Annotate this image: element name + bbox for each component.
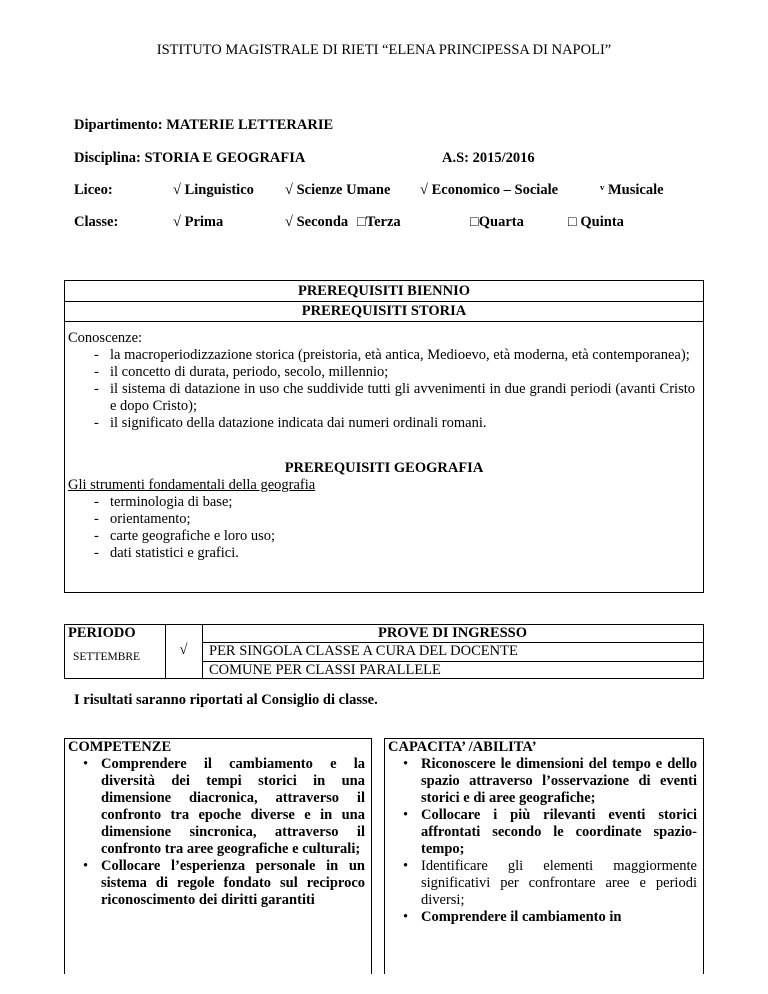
classe-option-seconda[interactable]: √ Seconda <box>285 214 349 230</box>
list-item: - carte geografiche e loro uso; <box>68 528 695 545</box>
list-item: • Collocare i più rilevanti eventi storici affrontati secondo le coordinate spazio-tempo; <box>385 807 697 858</box>
list-item: - il sistema di datazione in uso che suddivide tutti gli avvenimenti in due grandi periodi (avanti Cristo e dopo Cristo); <box>68 381 695 415</box>
list-item: - il significato della datazione indicata dai numeri ordinali romani. <box>68 415 695 432</box>
list-item: • Identificare gli elementi maggiormente significativi per confrontare aree e periodi diversi; <box>385 858 697 909</box>
list-item: - orientamento; <box>68 511 695 528</box>
list-item: - il concetto di durata, periodo, secolo, millennio; <box>68 364 695 381</box>
prerequisites-box <box>64 280 704 593</box>
capacita-list <box>385 756 697 926</box>
capacita-column <box>384 738 704 974</box>
check-mark: √ <box>179 642 188 658</box>
results-note: I risultati saranno riportati al Consiglio di classe. <box>74 692 378 708</box>
list-item: • Riconoscere le dimensioni del tempo e dello spazio attraverso l’osservazione di eventi storici e di aree geografiche; <box>385 756 697 807</box>
department: Dipartimento: MATERIE LETTERARIE <box>74 117 334 133</box>
list-item: - la macroperiodizzazione storica (preistoria, età antica, Medioevo, età moderna, età contemporanea); <box>68 347 695 364</box>
list-item: • Comprendere il cambiamento e la diversità dei tempi storici in una dimensione diacronica, attraverso il confronto tra epoche diverse e in una dimensione sincronica, attraverso il confronto tra aree geografiche e culturali; <box>65 756 365 858</box>
list-item: • Collocare l’esperienza personale in un sistema di regole fondato sul reciproco riconoscimento dei diritti garantiti <box>65 858 365 909</box>
classe-option-prima[interactable]: √ Prima <box>173 214 224 230</box>
liceo-option-scienze-umane[interactable]: √ Scienze Umane <box>285 182 391 198</box>
prereq-title-geografia: PREREQUISITI GEOGRAFIA <box>284 460 484 476</box>
liceo-label: Liceo: <box>74 182 113 198</box>
geo-subtitle: Gli strumenti fondamentali della geografia <box>68 477 316 493</box>
competenze-header: COMPETENZE <box>68 739 172 755</box>
classe-option-quinta[interactable]: □ Quinta <box>568 214 624 230</box>
knowledge-label: Conoscenze: <box>68 330 143 346</box>
entry-tests-title: PROVE DI INGRESSO <box>377 625 528 641</box>
liceo-option-economico-sociale[interactable]: √ Economico – Sociale <box>420 182 559 198</box>
list-item: - terminologia di base; <box>68 494 695 511</box>
entry-test-single-class: PER SINGOLA CLASSE A CURA DEL DOCENTE <box>209 643 518 659</box>
liceo-option-linguistico[interactable]: √ Linguistico <box>173 182 254 198</box>
history-prereq-list <box>68 347 695 432</box>
prereq-title-storia: PREREQUISITI STORIA <box>301 303 467 319</box>
entry-test-parallel-classes: COMUNE PER CLASSI PARALLELE <box>209 662 441 678</box>
geo-prereq-list <box>68 494 695 562</box>
school-year: A.S: 2015/2016 <box>442 150 535 166</box>
classe-option-terza[interactable]: □Terza <box>357 214 401 230</box>
competenze-column <box>64 738 372 974</box>
entry-tests-table <box>64 624 704 679</box>
liceo-option-musicale[interactable]: ᵛ Musicale <box>600 182 664 198</box>
period-value: SETTEMBRE <box>73 651 141 663</box>
classe-label: Classe: <box>74 214 119 230</box>
list-item: • Comprendere il cambiamento in <box>385 909 697 926</box>
period-header: PERIODO <box>68 625 136 641</box>
classe-option-quarta[interactable]: □Quarta <box>470 214 524 230</box>
divider <box>65 321 703 322</box>
competenze-list <box>65 756 365 909</box>
capacita-header: CAPACITA’ /ABILITA’ <box>388 739 537 755</box>
discipline: Disciplina: STORIA E GEOGRAFIA <box>74 150 306 166</box>
institute-header: ISTITUTO MAGISTRALE DI RIETI “ELENA PRINCIPESSA DI NAPOLI” <box>156 42 612 58</box>
list-item: - dati statistici e grafici. <box>68 545 695 562</box>
prereq-title-biennio: PREREQUISITI BIENNIO <box>297 283 471 299</box>
divider <box>65 301 703 302</box>
